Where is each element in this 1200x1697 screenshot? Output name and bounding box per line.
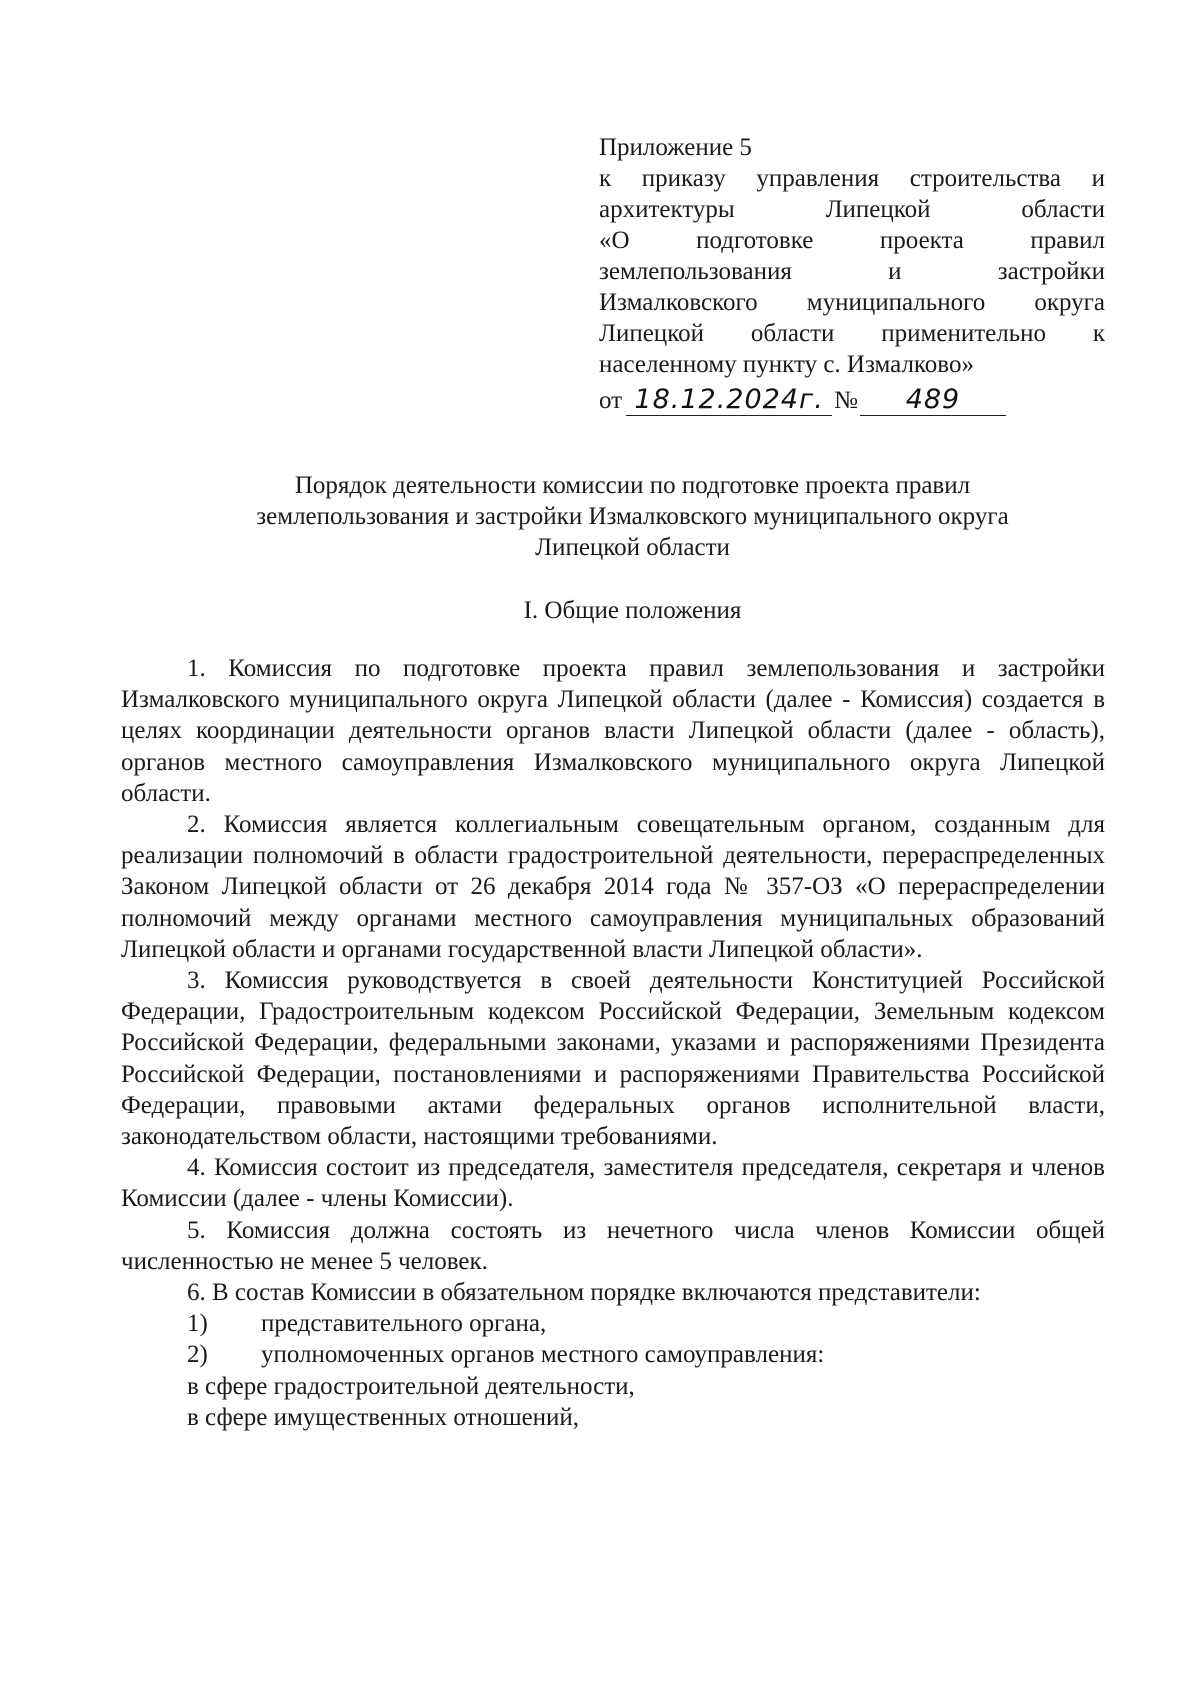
number-sign: № [834, 387, 858, 414]
appendix-line: Липецкой области применительно к [599, 320, 1105, 347]
document-body [121, 653, 1105, 1433]
paragraph-6: 6. В состав Комиссии в обязательном порядке включаются представители: [187, 1279, 981, 1307]
appendix-line: Измалковского муниципального округа [599, 289, 1105, 316]
list-item-text: уполномоченных органов местного самоуправления: [261, 1341, 825, 1369]
paragraph-5: 5. Комиссия должна состоять из нечетного числа членов Комиссии общей численностью не менее 5 человек. [121, 1216, 1105, 1275]
list-item-number: 2) [187, 1341, 208, 1369]
sublist-item: в сфере градостроительной деятельности, [187, 1372, 635, 1400]
title-line: Порядок деятельности комиссии по подготовке проекта правил [294, 472, 971, 499]
list-item-text: представительного органа, [261, 1310, 547, 1338]
appendix-line: архитектуры Липецкой области [599, 196, 1105, 223]
sublist-item: в сфере имущественных отношений, [187, 1403, 580, 1431]
appendix-line: к приказу управления строительства и [599, 165, 1105, 192]
list-item-number: 1) [187, 1310, 208, 1338]
title-line: Липецкой области [535, 534, 730, 561]
section-heading: I. Общие положения [523, 597, 742, 624]
document-title [150, 470, 1115, 563]
title-line: землепользования и застройки Измалковского муниципального округа [256, 503, 1009, 530]
number-field [860, 385, 1006, 416]
paragraph-2: 2. Комиссия является коллегиальным совещательным органом, созданным для реализации полномочий в области градостроительной деятельности, перераспределенных Законом Липецкой области от 26 декабря 2014 года № 357-ОЗ «О перераспределении полномочий между органами местного самоуправления муниципальных образований Липецкой области и органами государственной власти Липецкой области». [121, 811, 1105, 963]
date-number-line [599, 382, 1105, 416]
appendix-line: «О подготовке проекта правил [599, 227, 1105, 254]
appendix-line: землепользования и застройки [599, 258, 1105, 285]
appendix-line: населенному пункту с. Измалково» [599, 351, 974, 378]
paragraph-1: 1. Комиссия по подготовке проекта правил землепользования и застройки Измалковского муниципального округа Липецкой области (далее - Комиссия) создается в целях координации деятельности органов власти Липецкой области (далее - область), органов местного самоуправления Измалковского муниципального округа Липецкой области. [121, 655, 1105, 807]
paragraph-4: 4. Комиссия состоит из председателя, заместителя председателя, секретаря и членов Комиссии (далее - члены Комиссии). [121, 1154, 1105, 1213]
paragraph-3: 3. Комиссия руководствуется в своей деятельности Конституцией Российской Федерации, Градостроительным кодексом Российской Федерации, Земельным кодексом Российской Федерации, федеральными законами, указами и распоряжениями Президента Российской Федерации, постановлениями и распоряжениями Правительства Российской Федерации, правовыми актами федеральных органов исполнительной власти, законодательством области, настоящими требованиями. [121, 967, 1105, 1151]
date-field [626, 385, 832, 416]
handwritten-date: 18.12.2024г. [634, 384, 824, 415]
date-prefix: от [599, 387, 623, 414]
list-item [121, 1339, 1105, 1370]
handwritten-number: 489 [905, 384, 961, 415]
list-item [121, 1308, 1105, 1339]
appendix-title: Приложение 5 [599, 134, 752, 161]
appendix-block [599, 132, 1105, 416]
